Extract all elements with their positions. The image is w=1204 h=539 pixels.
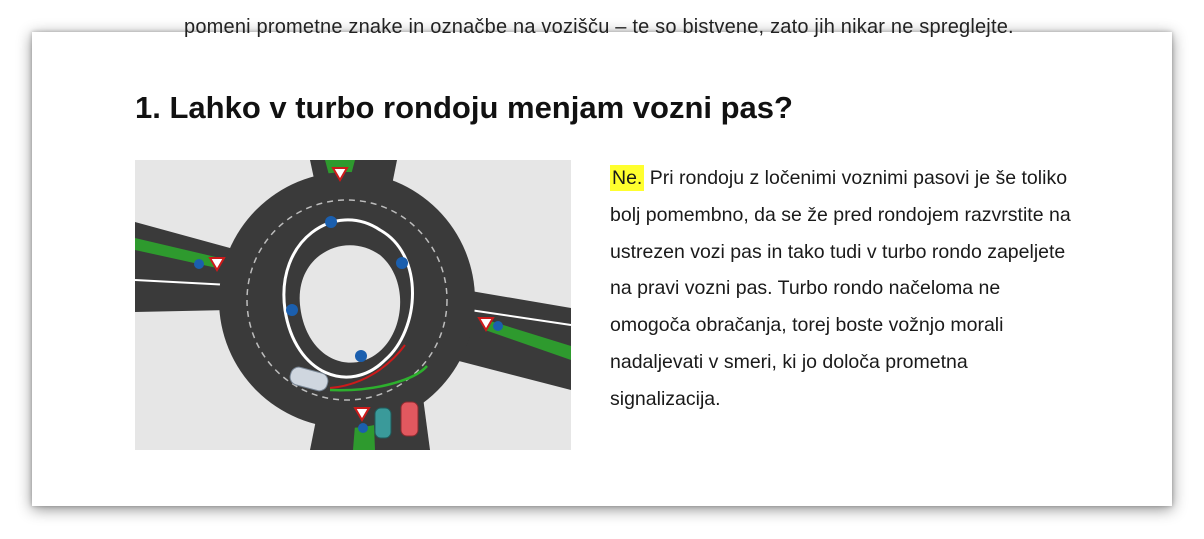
sign-down-arrow [286, 304, 298, 316]
article-card [32, 16, 1172, 506]
sign-left-arrow [325, 216, 337, 228]
sign-right-entrance [493, 321, 503, 331]
previous-paragraph-line: pomeni prometne znake in označbe na vozišču – te so bistvene, zato jih nikar ne spreglejte. [184, 16, 1014, 38]
sign-up-arrow [396, 257, 408, 269]
sign-left-entrance [194, 259, 204, 269]
section-heading: 1. Lahko v turbo rondoju menjam vozni pas? [135, 90, 793, 125]
red-car [401, 402, 418, 436]
answer-highlight: Ne. [612, 167, 643, 189]
sign-right-arrow [355, 350, 367, 362]
roundabout-diagram [135, 160, 571, 450]
turbo-roundabout-illustration [135, 160, 571, 450]
teal-car [375, 408, 391, 438]
sign-bottom-entrance [358, 423, 368, 433]
answer-body: Pri rondoju z ločenimi voznimi pasovi je še toliko bolj pomembno, da se že pred rondojem razvrstite na ustrezen vozi pas in tako tudi v turbo rondo zapeljete na pravi vozni pas. Turbo rondo načeloma ne omogoča obračanja, torej boste vožnjo morali nadaljevati v smeri, ki jo določa prometna signalizacija. [610, 167, 1071, 410]
answer-paragraph [610, 160, 1080, 418]
